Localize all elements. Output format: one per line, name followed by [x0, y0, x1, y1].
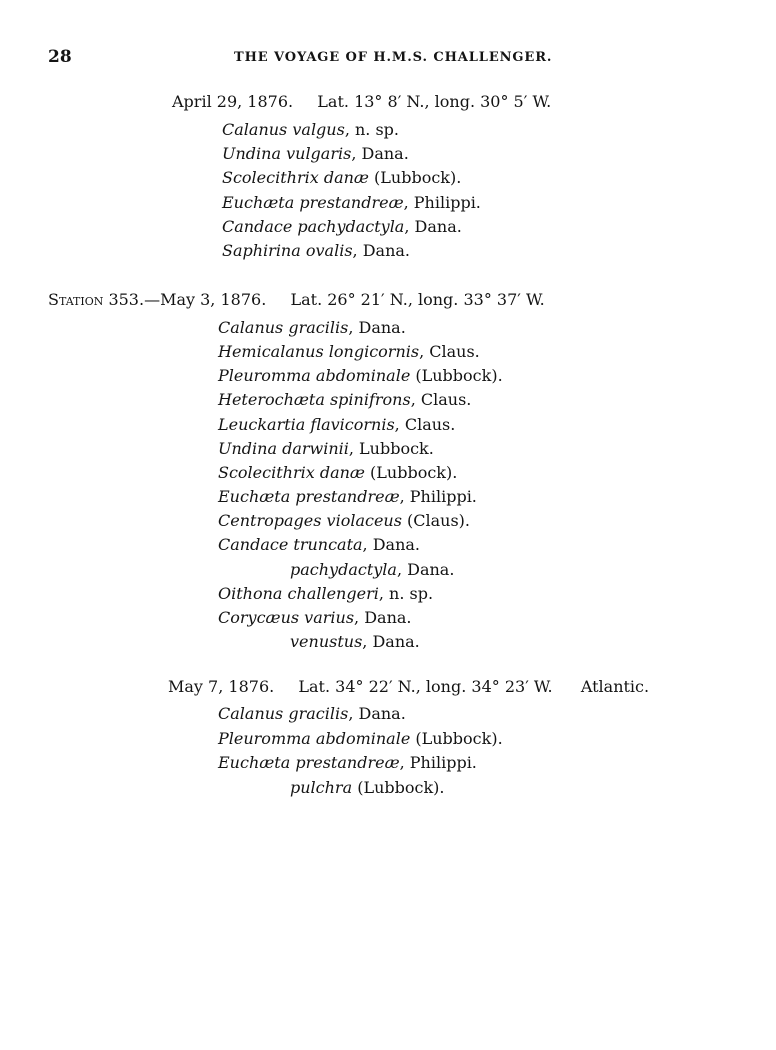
species-authority: , Dana. — [354, 607, 412, 627]
heading-date: —May 3, 1876. — [144, 290, 267, 309]
species-authority: , Dana. — [404, 216, 462, 236]
species-genus: Euchæta — [218, 487, 291, 507]
species-entry — [222, 142, 409, 166]
species-epithet: ovalis — [305, 241, 353, 260]
species-authority: , Dana. — [362, 535, 421, 555]
species-entry — [218, 388, 471, 412]
species-genus: Hemicalanus — [218, 342, 324, 362]
species-genus: Candace — [222, 216, 293, 236]
species-authority: , Lubbock. — [348, 438, 434, 458]
heading-position: Lat. 34° 22′ N., long. 34° 23′ W. — [298, 677, 553, 696]
species-epithet: prestandreæ — [295, 487, 400, 507]
species-authority: , Philippi. — [399, 753, 477, 772]
species-genus: Calanus — [218, 318, 284, 337]
species-authority: , Dana. — [362, 631, 420, 651]
species-authority: , Claus. — [419, 342, 480, 362]
section-heading-station-353 — [48, 290, 545, 309]
species-authority: , n. sp. — [344, 120, 399, 139]
species-genus: Calanus — [218, 704, 284, 723]
species-epithet: prestandreæ — [295, 753, 400, 772]
heading-date: May 7, 1876. — [168, 677, 275, 696]
species-genus: Pleuromma — [218, 366, 311, 386]
species-epithet: danæ — [319, 462, 365, 482]
species-authority: (Claus). — [401, 511, 470, 531]
species-genus: Pleuromma — [218, 728, 311, 748]
species-epithet: longicornis — [328, 342, 420, 362]
species-epithet: challengeri — [287, 583, 379, 603]
species-genus: Euchæta — [218, 753, 291, 772]
heading-region: Atlantic. — [580, 677, 650, 696]
species-epithet: venustus — [290, 631, 363, 651]
species-entry — [222, 191, 481, 215]
species-authority: (Lubbock). — [352, 777, 445, 797]
species-authority: (Lubbock). — [368, 168, 462, 188]
species-epithet: danæ — [323, 168, 369, 188]
heading-station: Station 353. — [48, 290, 145, 309]
species-genus: Heterochæta — [218, 390, 325, 410]
species-genus: Undina — [218, 438, 277, 458]
heading-position: Lat. 13° 8′ N., long. 30° 5′ W. — [317, 92, 552, 111]
species-entry — [218, 340, 480, 364]
species-entry — [218, 437, 434, 461]
species-genus: Candace — [218, 535, 289, 555]
species-authority: (Lubbock). — [364, 462, 458, 482]
species-entry — [218, 582, 433, 606]
species-epithet: pulchra — [290, 777, 353, 797]
species-genus: Corycæus — [218, 607, 300, 627]
species-entry — [218, 485, 477, 509]
species-entry — [222, 166, 461, 190]
species-epithet: violaceus — [326, 511, 402, 531]
species-authority: , Dana. — [352, 241, 410, 260]
species-genus: Euchæta — [222, 192, 295, 212]
running-head: THE VOYAGE OF H.M.S. CHALLENGER. — [234, 50, 553, 65]
species-authority: , Philippi. — [399, 487, 477, 507]
species-entry — [218, 702, 406, 726]
species-epithet: gracilis — [288, 318, 349, 337]
heading-date: April 29, 1876. — [172, 92, 294, 111]
species-epithet: spinifrons — [329, 390, 411, 410]
species-epithet: valgus — [292, 120, 345, 139]
species-authority: , Philippi. — [403, 192, 481, 212]
species-authority: , Dana. — [396, 559, 455, 579]
species-authority: , Dana. — [348, 704, 406, 723]
species-epithet: pachydactyla — [290, 559, 397, 579]
species-epithet: gracilis — [288, 704, 349, 723]
section-heading-may-7 — [168, 677, 649, 696]
species-authority: (Lubbock). — [410, 366, 503, 386]
species-entry — [218, 533, 420, 557]
species-genus: Saphirina — [222, 241, 301, 260]
species-entry — [290, 776, 444, 800]
species-epithet: flavicornis — [310, 414, 395, 434]
page-number: 28 — [48, 47, 72, 67]
species-entry — [222, 118, 399, 142]
species-genus: Leuckartia — [218, 414, 306, 434]
species-epithet: abdominale — [315, 728, 411, 748]
species-epithet: vulgaris — [286, 144, 352, 164]
species-entry — [218, 364, 503, 388]
species-entry — [290, 630, 420, 654]
species-genus: Centropages — [218, 511, 322, 531]
species-genus: Scolecithrix — [218, 462, 315, 482]
species-epithet: varius — [304, 607, 355, 627]
species-entry — [290, 558, 454, 582]
species-authority: , Claus. — [410, 390, 472, 410]
species-epithet: abdominale — [315, 366, 411, 386]
species-epithet: prestandreæ — [299, 192, 404, 212]
species-authority: , Dana. — [351, 144, 409, 164]
heading-position: Lat. 26° 21′ N., long. 33° 37′ W. — [290, 290, 545, 309]
species-entry — [218, 413, 455, 437]
species-entry — [218, 316, 406, 340]
species-entry — [218, 461, 457, 485]
species-entry — [222, 215, 462, 239]
species-entry — [222, 239, 410, 263]
species-entry — [218, 727, 503, 751]
species-authority: (Lubbock). — [410, 728, 503, 748]
species-genus: Scolecithrix — [222, 168, 319, 188]
species-entry — [218, 606, 412, 630]
species-epithet: darwinii — [282, 438, 349, 458]
species-authority: , Dana. — [348, 318, 406, 337]
species-genus: Calanus — [222, 120, 288, 139]
species-entry — [218, 509, 470, 533]
species-entry — [218, 751, 477, 775]
species-epithet: truncata — [293, 535, 363, 555]
species-authority: , n. sp. — [378, 583, 434, 603]
species-genus: Undina — [222, 144, 281, 164]
section-heading-april-29 — [172, 92, 551, 111]
species-authority: , Claus. — [394, 414, 456, 434]
species-epithet: pachydactyla — [297, 216, 405, 236]
species-genus: Oithona — [218, 583, 283, 603]
